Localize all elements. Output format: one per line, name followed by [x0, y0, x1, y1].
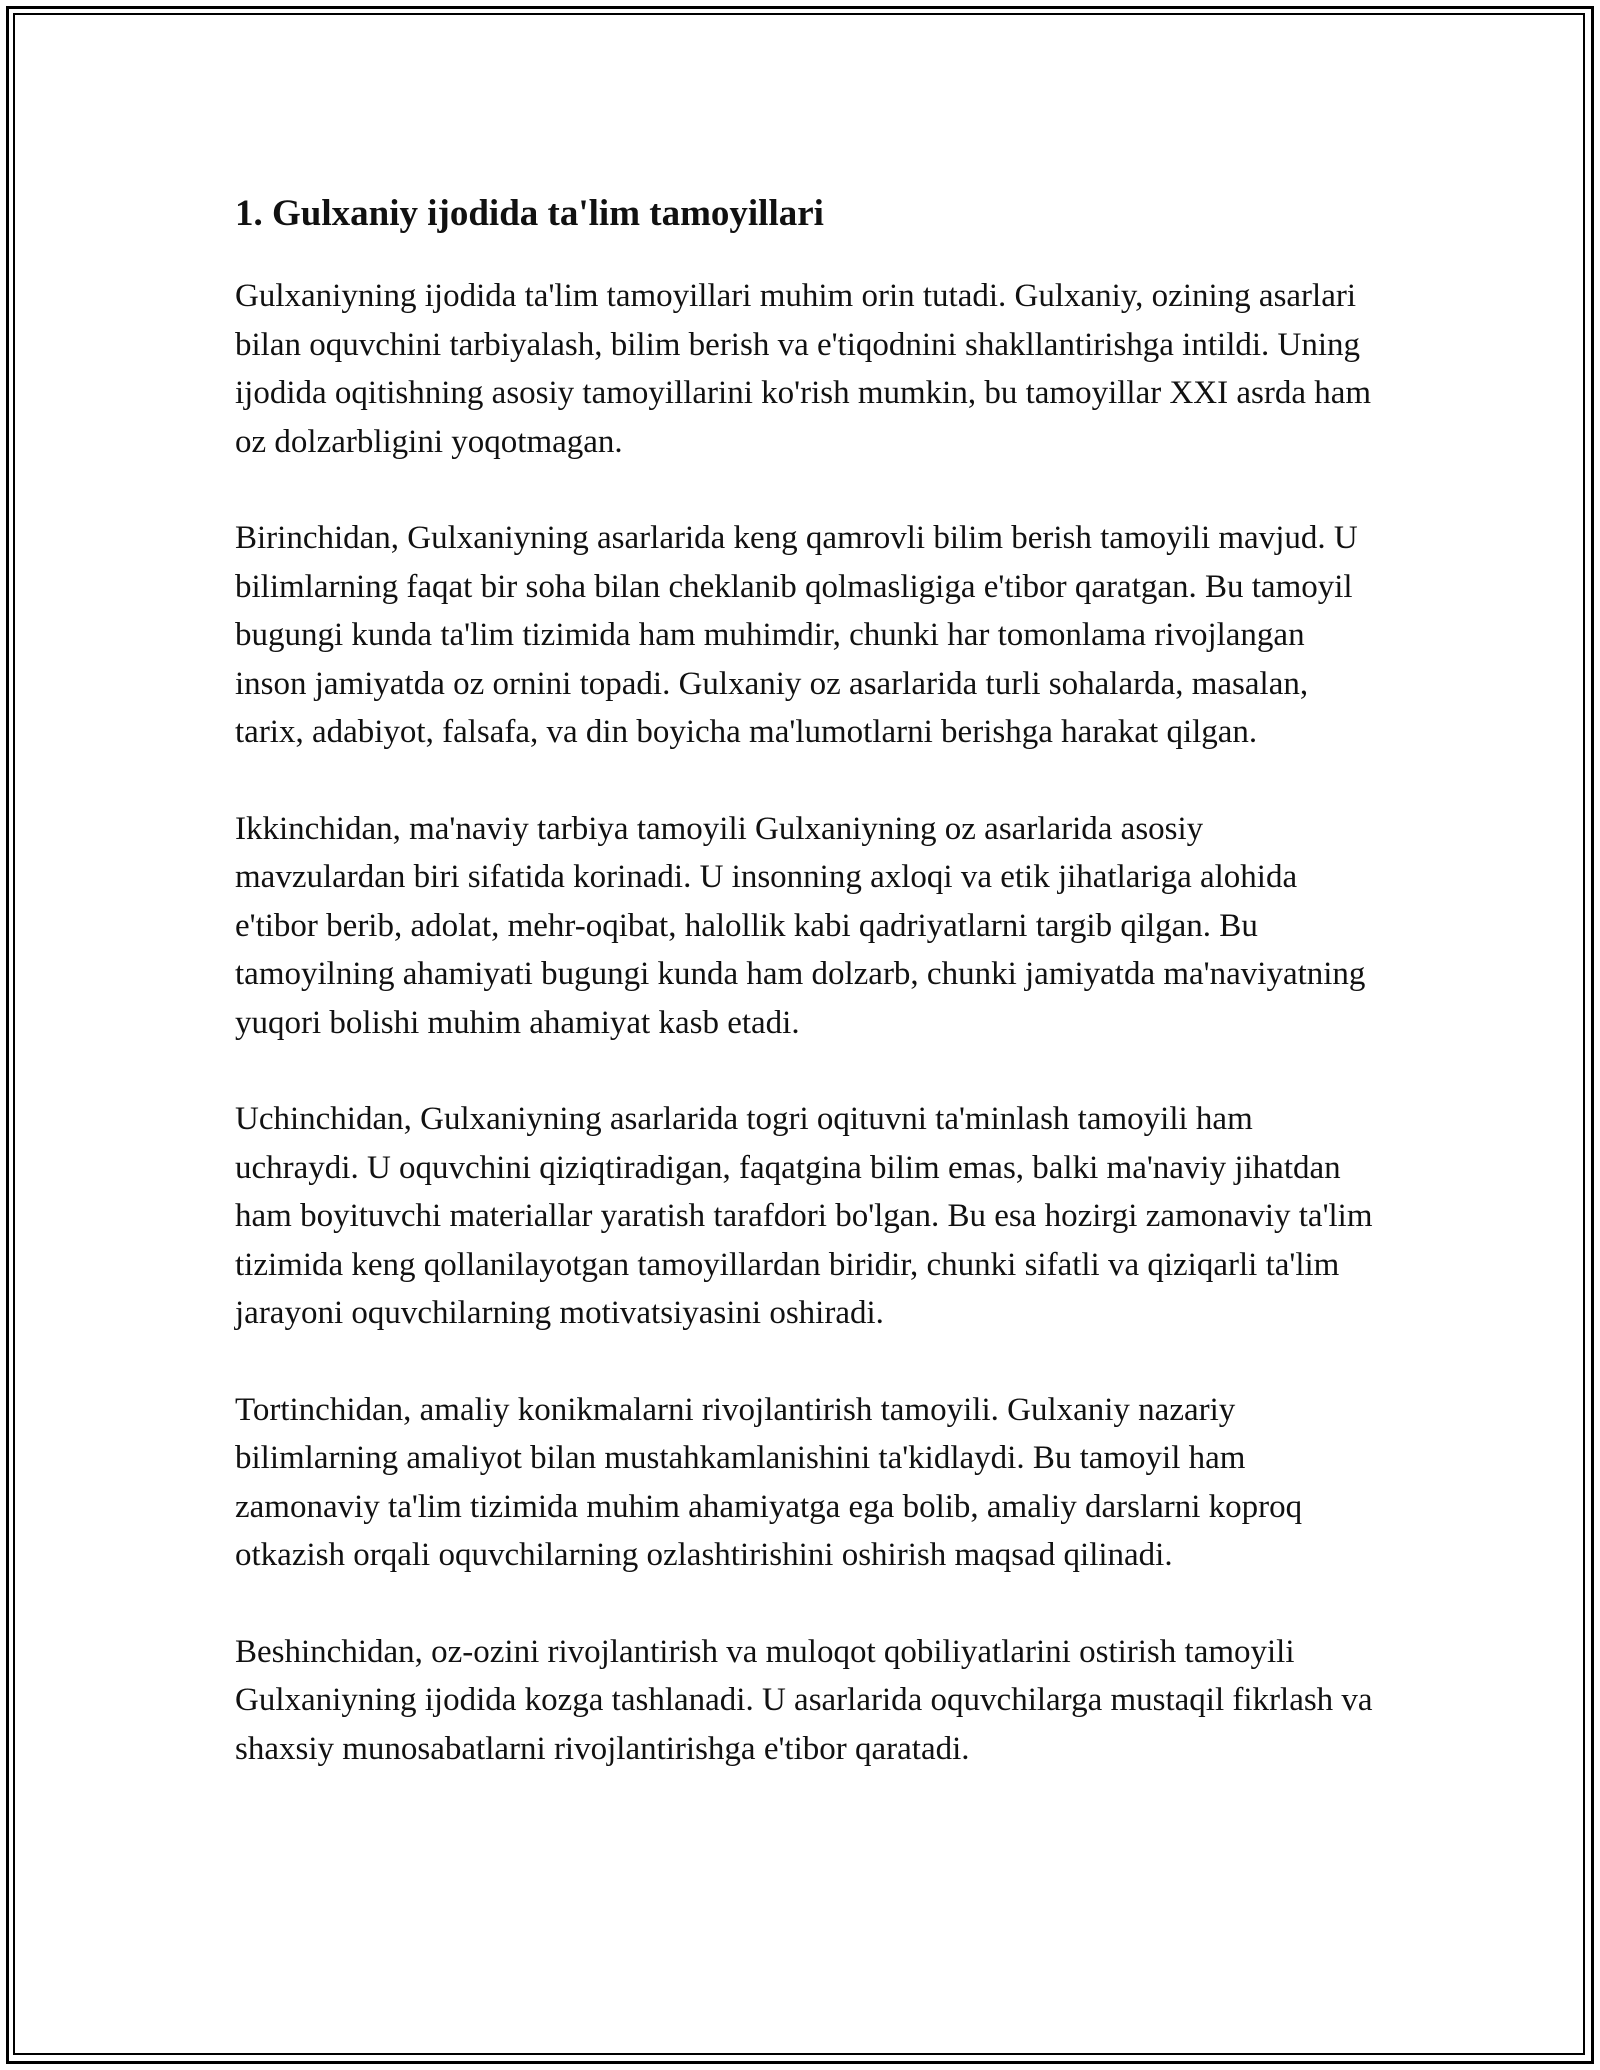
paragraph-intro: Gulxaniyning ijodida ta'lim tamoyillari muhim orin tutadi. Gulxaniy, ozining asarlari bilan oquvchini tarbiyalash, bilim berish va e'tiqodnini shakllantirishga intildi. Uning ijodida oqitishning asosiy tamoyillarini ko'rish mumkin, bu tamoyillar XXI asrda ham oz dolzarbligini yoqotmagan. [235, 278, 1372, 460]
document-body [235, 186, 1380, 1821]
section-heading: 1. Gulxaniy ijodida ta'lim tamoyillari [235, 193, 824, 234]
paragraph-first-principle: Birinchidan, Gulxaniyning asarlarida keng qamrovli bilim berish tamoyili mavjud. U bilimlarning faqat bir soha bilan cheklanib qolmasligiga e'tibor qaratgan. Bu tamoyil bugungi kunda ta'lim tizimida ham muhimdir, chunki har tomonlama rivojlangan inson jamiyatda oz ornini topadi. Gulxaniy oz asarlarida turli sohalarda, masalan, tarix, adabiyot, falsafa, va din boyicha ma'lumotlarni berishga harakat qilgan. [235, 520, 1358, 750]
paragraph-second-principle: Ikkinchidan, ma'naviy tarbiya tamoyili Gulxaniyning oz asarlarida asosiy mavzulardan biri sifatida korinadi. U insonning axloqi va etik jihatlariga alohida e'tibor berib, adolat, mehr-oqibat, halollik kabi qadriyatlarni targib qilgan. Bu tamoyilning ahamiyati bugungi kunda ham dolzarb, chunki jamiyatda ma'naviyatning yuqori bolishi muhim ahamiyat kasb etadi. [235, 810, 1366, 1041]
paragraph-third-principle: Uchinchidan, Gulxaniyning asarlarida togri oqituvni ta'minlash tamoyili ham uchraydi. U oquvchini qiziqtiradigan, faqatgina bilim emas, balki ma'naviy jihatdan ham boyituvchi materiallar yaratish tarafdori bo'lgan. Bu esa hozirgi zamonaviy ta'lim tizimida keng qollanilayotgan tamoyillardan biridir, chunki sifatli va qiziqarli ta'lim jarayoni oquvchilarning motivatsiyasini oshiradi. [235, 1101, 1373, 1331]
paragraph-fifth-principle: Beshinchidan, oz-ozini rivojlantirish va muloqot qobiliyatlarini ostirish tamoyili Gulxaniyning ijodida kozga tashlanadi. U asarlarida oquvchilarga mustaqil fikrlash va shaxsiy munosabatlarni rivojlantirishga e'tibor qaratadi. [235, 1633, 1373, 1767]
paragraph-fourth-principle: Tortinchidan, amaliy konikmalarni rivojlantirish tamoyili. Gulxaniy nazariy bilimlarning amaliyot bilan mustahkamlanishini ta'kidlaydi. Bu tamoyil ham zamonaviy ta'lim tizimida muhim ahamiyatga ega bolib, amaliy darslarni koproq otkazish orqali oquvchilarning ozlashtirishini oshirish maqsad qilinadi. [235, 1391, 1303, 1573]
